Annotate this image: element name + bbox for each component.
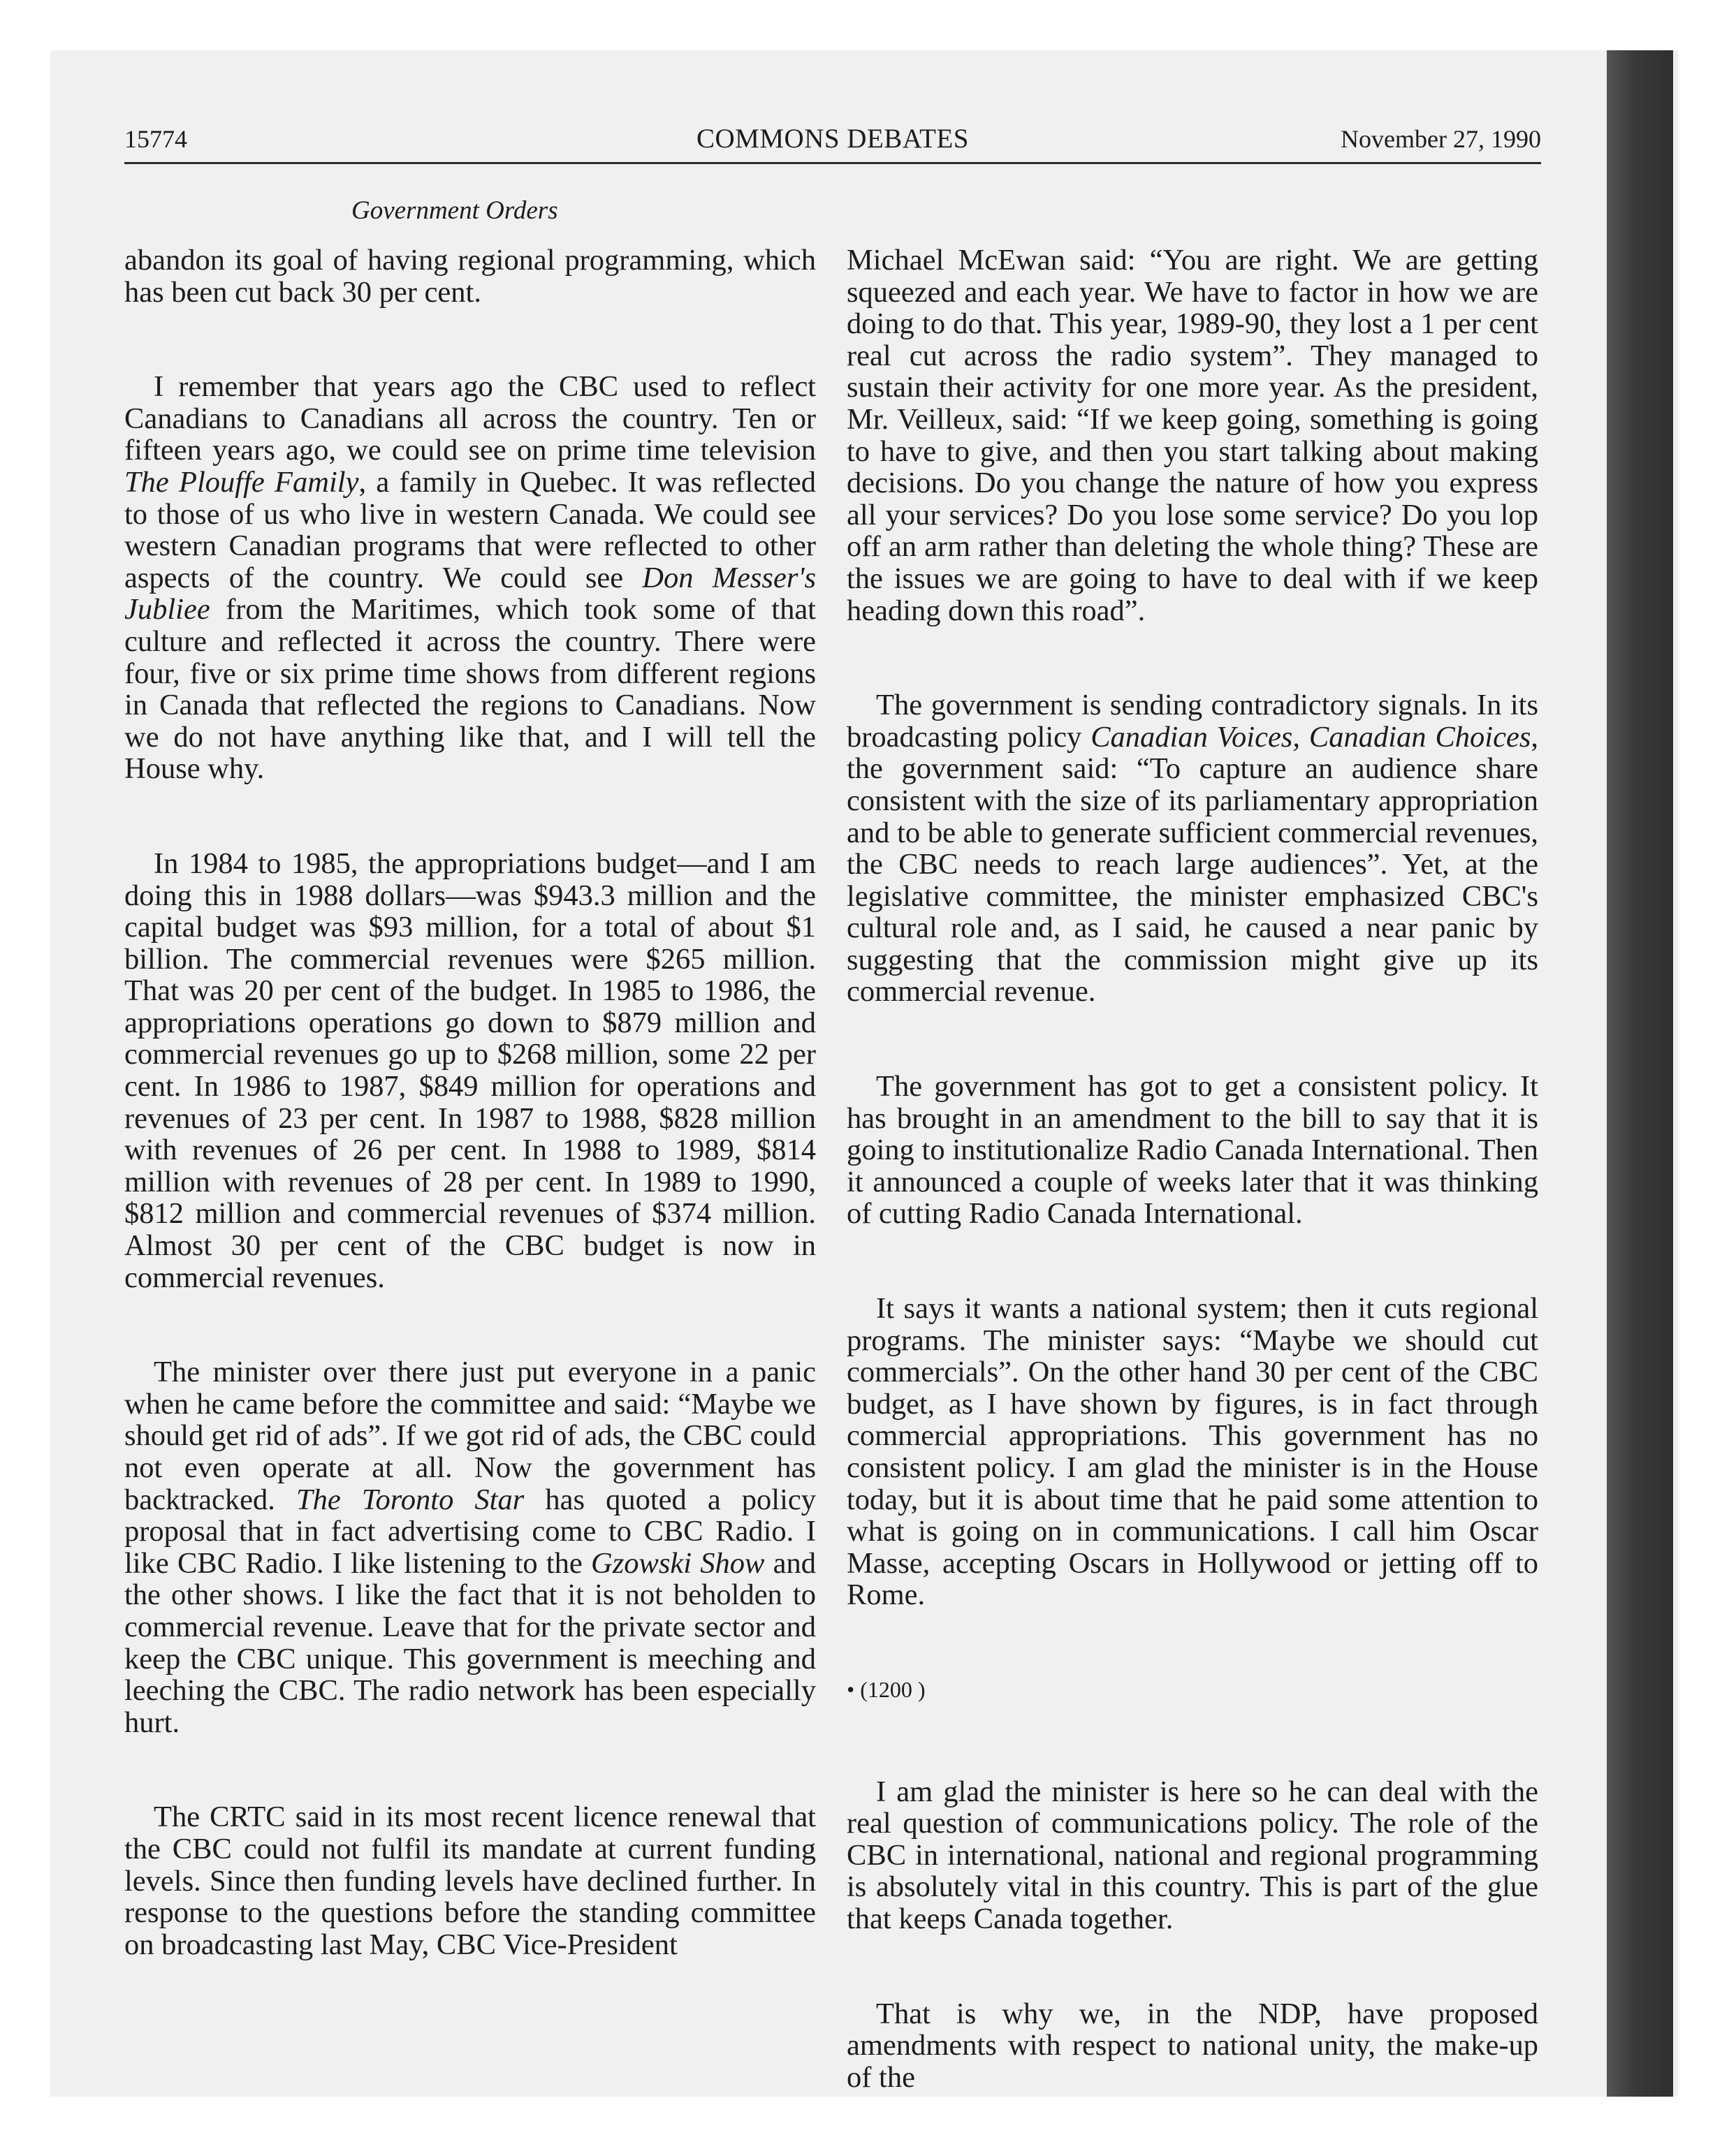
paragraph [124,371,816,785]
text-run: from the Maritimes, which took some of that culture and reflected it across the country. There were four, five or six prime time shows from different regions in Canada that reflected the regions to Canadians. Now we do not have anything like that, and I will tell the House why. [124,593,816,786]
paragraph [847,1293,1538,1611]
text-run: abandon its goal of having regional programming, which has been cut back 30 per cent. [124,244,816,309]
text-run: and the other shows. I like the fact that it is not beholden to commercial revenue. Leave that for the private sector and keep the CBC unique. This government is meeching and leeching the CBC. The radio network has been especially hurt. [124,1546,816,1739]
text-run: The minister over there just put everyone in a panic when he came before the committee and said: “Maybe we should get rid of ads”. If we got rid of ads, the CBC could not even operate at all. Now the government has backtracked. [124,1356,816,1516]
paragraph [847,244,1538,626]
page-number: 15774 [124,125,187,153]
paragraph [847,1998,1538,2094]
text-run: The CRTC said in its most recent licence renewal that the CBC could not fulfil its mandate at current funding levels. Since then funding levels have declined further. In response to the questions before the standing committee on broadcasting last May, CBC Vice-President [124,1801,816,1961]
text-run: The government is sending contradictory signals. In its broadcasting policy [847,689,1538,754]
paragraph [847,689,1538,1008]
text-run: has quoted a policy proposal that in fact advertising come to CBC Radio. I like CBC Radio. I like listening to the [124,1483,816,1580]
paragraph [124,848,816,1293]
paragraph [847,1071,1538,1230]
paragraph [124,244,816,308]
page-header [124,120,1541,164]
paragraph [124,1801,816,1960]
text-run: The government has got to get a consistent policy. It has brought in an amendment to the bill to say that it is going to institutionalize Radio Canada International. Then it announced a couple of weeks later that it was thinking of cutting Radio Canada International. [847,1070,1538,1231]
paragraph [847,1776,1538,1935]
italic-title: Gzowski Show [591,1546,765,1580]
running-title: COMMONS DEBATES [696,124,969,154]
text-run: I am glad the minister is here so he can deal with the real question of communications policy. The role of the CBC in international, national and regional programming is absolutely vital in this country. This is part of the glue that keeps Canada together. [847,1775,1538,1935]
text-run: • (1200 ) [847,1676,926,1702]
text-run: , the government said: “To capture an audience share consistent with the size of its parliamentary appropriation and to be able to generate sufficient commercial revenues, the CBC needs to reach large audiences”. Yet, at the legislative committee, the minister emphasized CBC's cultural role and, as I said, he caused a near panic by suggesting that the commission might give up its commercial revenue. [847,720,1538,1009]
text-run: That is why we, in the NDP, have proposed amendments with respect to national unity, the make-up of the [847,1997,1538,2094]
scan-border [1607,50,1673,2097]
text-run: It says it wants a national system; then it cuts regional programs. The minister says: “Maybe we should cut commercials”. On the other hand 30 per cent of the CBC budget, as I have shown by figures, is in fact through commercial appropriations. This government has no consistent policy. I am glad the minister is in the House today, but it is about time that he paid some attention to what is going on in communications. I call him Oscar Masse, accepting Oscars in Hollywood or jetting off to Rome. [847,1292,1538,1612]
section-title: Government Orders [351,196,558,225]
text-run: , a family in Quebec. It was reflected to those of us who live in western Canada. We could see western Canadian programs that were reflected to other aspects of the country. We could see [124,465,816,594]
right-column [847,244,1538,2156]
text-run: I remember that years ago the CBC used to reflect Canadians to Canadians all across the country. Ten or fifteen years ago, we could see on prime time television [124,370,816,467]
paragraph [124,1356,816,1738]
text-run: Michael McEwan said: “You are right. We are getting squeezed and each year. We have to factor in how we are doing to do that. This year, 1989-90, they lost a 1 per cent real cut across the radio system”. They managed to sustain their activity for one more year. As the president, Mr. Veilleux, said: “If we keep going, something is going to have to give, and then you start talking about making decisions. Do you change the nature of how you express all your services? Do you lose some service? Do you lop off an arm rather than deleting the whole thing? These are the issues we are going to have to deal with if we keep heading down this road”. [847,244,1538,627]
text-run: In 1984 to 1985, the appropriations budget—and I am doing this in 1988 dollars—was $943.3 million and the capital budget was $93 million, for a total of about $1 billion. The commercial revenues were $265 million. That was 20 per cent of the budget. In 1985 to 1986, the appropriations operations go down to $879 million and commercial revenues go up to $268 million, some 22 per cent. In 1986 to 1987, $849 million for operations and revenues of 23 per cent. In 1987 to 1988, $828 million with revenues of 26 per cent. In 1988 to 1989, $814 million with revenues of 28 per cent. In 1989 to 1990, $812 million and commercial revenues of $374 million. Almost 30 per cent of the CBC budget is now in commercial revenues. [124,846,816,1294]
italic-title: Don Messer's Jubliee [124,561,816,626]
left-column [124,244,816,2023]
italic-title: The Toronto Star [296,1483,525,1516]
italic-title: The Plouffe Family [124,465,359,499]
header-date: November 27, 1990 [1341,125,1541,153]
italic-title: Canadian Voices, Canadian Choices [1090,720,1531,754]
time-marker [847,1674,1538,1706]
